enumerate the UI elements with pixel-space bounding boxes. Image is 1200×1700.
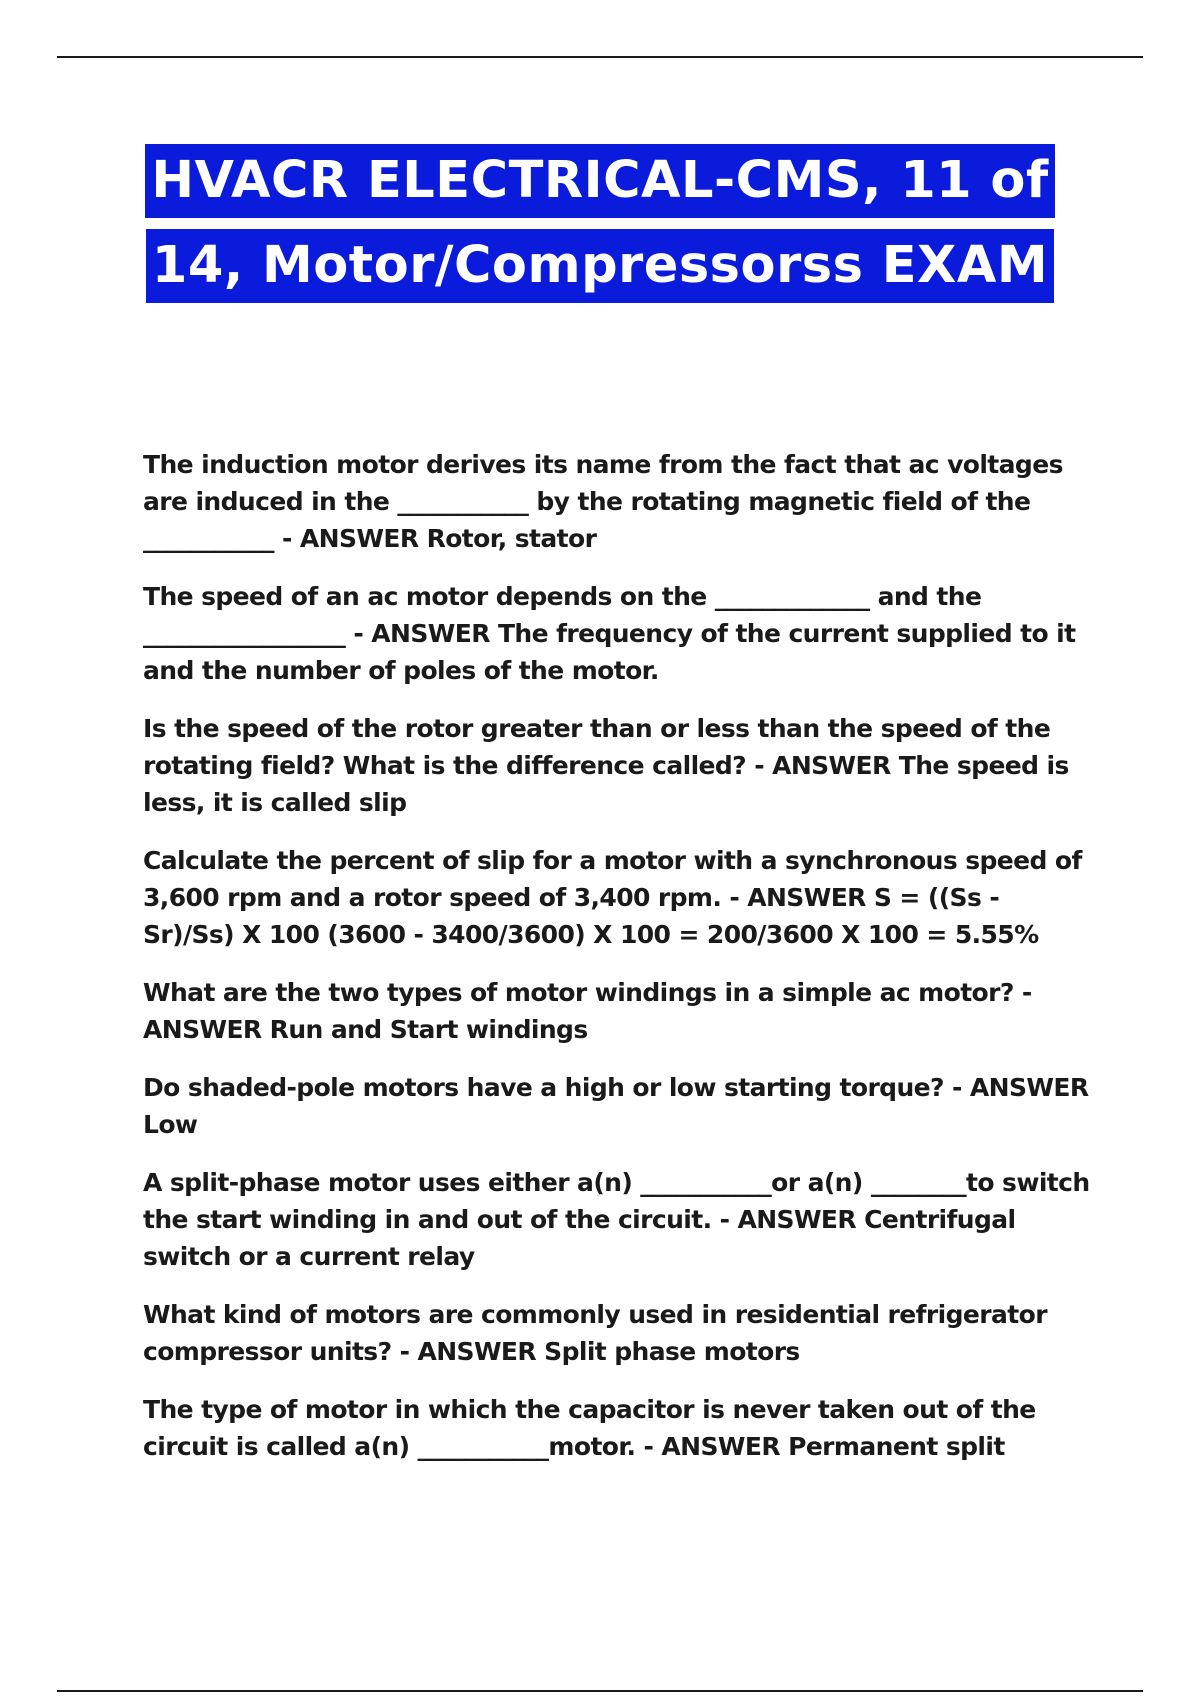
qa-item [143,578,1093,689]
qa-text: The induction motor derives its name from the fact that ac voltages are induced in the ___________ by the rotating magnetic field of the ___________ - ANSWER Rotor, stator [143,450,1071,553]
qa-list [143,446,1098,1486]
top-rule [57,56,1143,58]
qa-item [143,974,1093,1048]
qa-item [143,842,1093,953]
qa-text: A split-phase motor uses either a(n) ___________or a(n) ________to switch the start winding in and out of the circuit. - ANSWER Centrifugal switch or a current relay [143,1168,1098,1271]
qa-item [143,446,1093,557]
qa-item [143,1069,1097,1143]
qa-text: The speed of an ac motor depends on the _____________ and the _________________ - ANSWER The frequency of the current supplied to it and the number of poles of the motor. [143,582,1084,685]
qa-text: What kind of motors are commonly used in residential refrigerator compressor units? - ANSWER Split phase motors [143,1300,1056,1366]
qa-text: Calculate the percent of slip for a motor with a synchronous speed of 3,600 rpm and a rotor speed of 3,400 rpm. - ANSWER S = ((Ss - Sr)/Ss) X 100 (3600 - 3400/3600) X 100 = 200/3600 X 100 = 5.55% [143,846,1090,949]
title-line-1: HVACR ELECTRICAL-CMS, 11 of [145,144,1054,218]
qa-item [143,1164,1098,1275]
qa-text: What are the two types of motor windings in a simple ac motor? - ANSWER Run and Start windings [143,978,1040,1044]
qa-item [143,1296,1093,1370]
qa-item [143,710,1093,821]
title-line-2: 14, Motor/Compressorss EXAM [146,229,1054,303]
qa-text: Do shaded-pole motors have a high or low starting torque? - ANSWER Low [143,1073,1097,1139]
qa-text: Is the speed of the rotor greater than or less than the speed of the rotating field? What is the difference called? - ANSWER The speed is less, it is called slip [143,714,1077,817]
qa-item [143,1391,1093,1465]
qa-text: The type of motor in which the capacitor is never taken out of the circuit is called a(n) ___________motor. - ANSWER Permanent split [143,1395,1044,1461]
bottom-rule [57,1690,1143,1692]
document-title [0,144,1200,303]
